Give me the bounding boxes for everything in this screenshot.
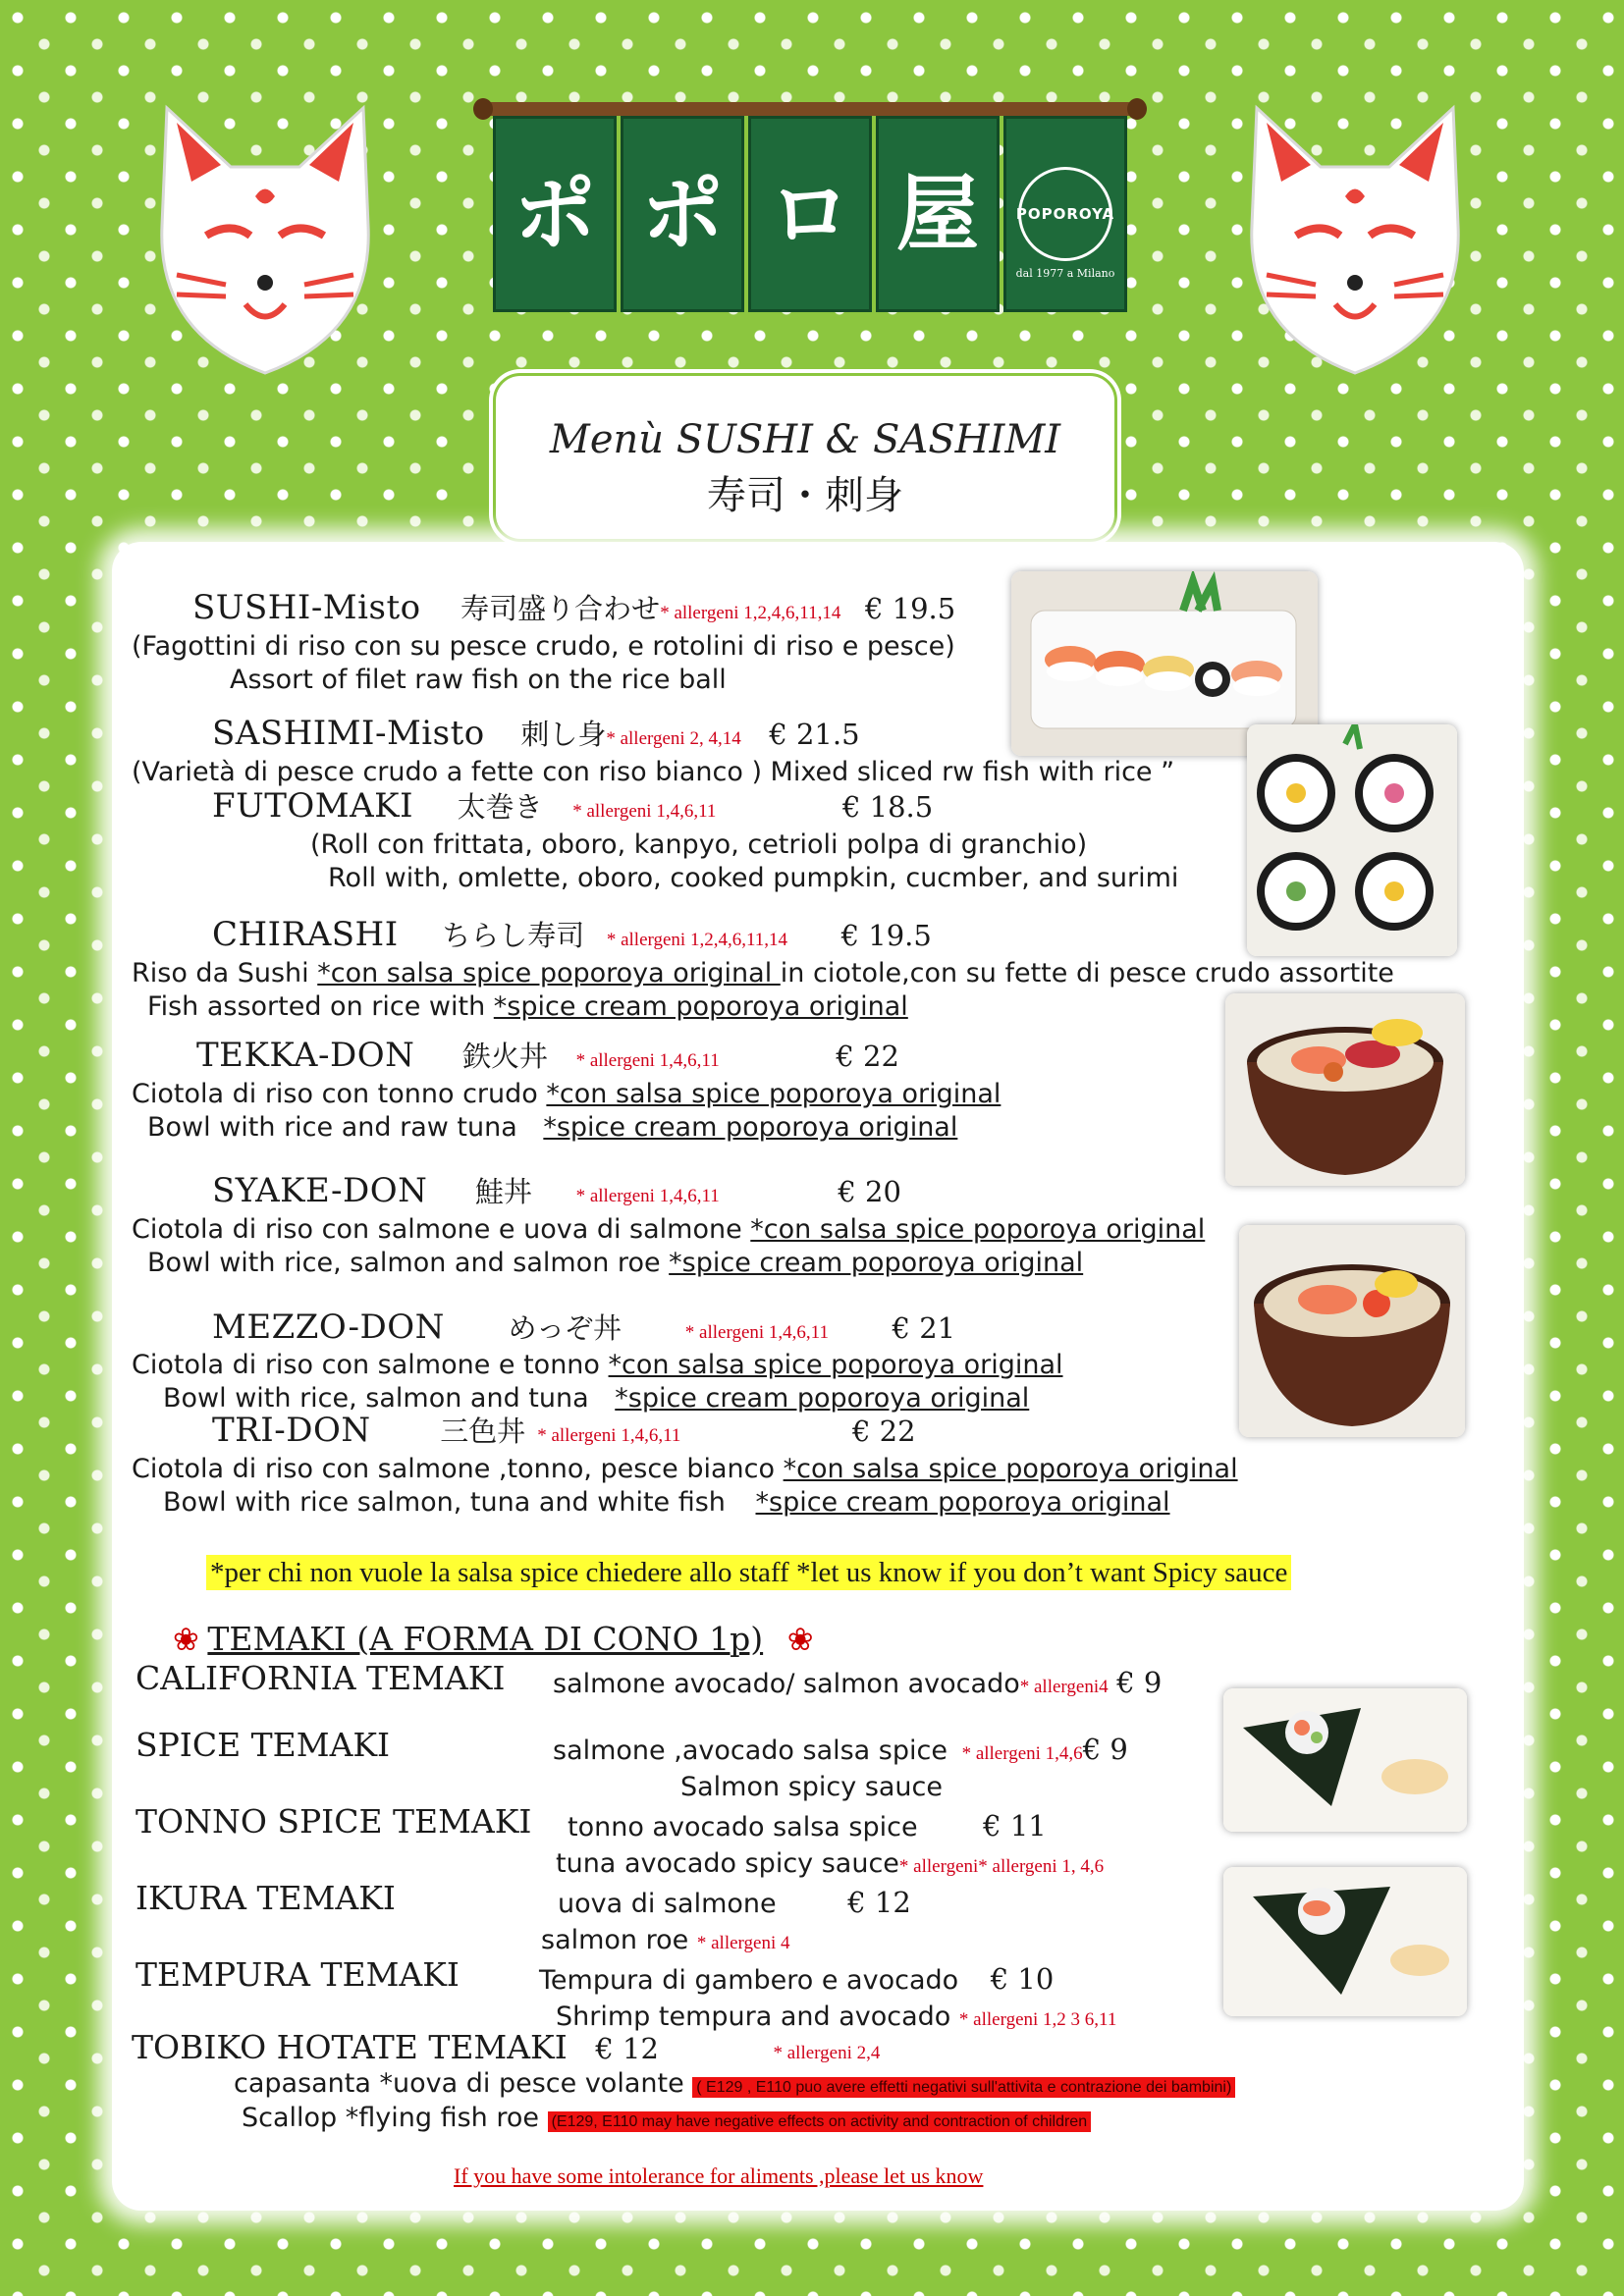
temaki-item-tobiko-hotate: TOBIKO HOTATE TEMAKI € 12 * allergeni 2,4 <box>132 2028 881 2066</box>
item-desc-en: Salmon spicy sauce <box>680 1772 943 1802</box>
futomaki-photo <box>1247 724 1457 956</box>
item-desc-en: Roll with, omlette, oboro, cooked pumpkin, cucmber, and surimi <box>328 863 1179 893</box>
salmon-temaki-photo <box>1223 1867 1467 2016</box>
noren-panel <box>621 116 744 312</box>
temaki-item-tonno-spice: tonno avocado salsa spice € 11 <box>568 1809 1047 1842</box>
menu-title-box <box>493 373 1117 542</box>
mezzo-don-photo <box>1239 1225 1465 1437</box>
temaki-item-name: TONNO SPICE TEMAKI <box>135 1802 532 1841</box>
price: € 22 <box>836 1040 899 1073</box>
item-desc-it: (Varietà di pesce crudo a fette con riso bianco ) Mixed sliced rw fish with rice ” <box>132 757 1175 787</box>
menu-item-sushi-misto: SUSHI-Misto 寿司盛り合わせ* allergeni 1,2,4,6,11,14 € 19.5 <box>192 588 956 627</box>
noren-logo-panel <box>1003 116 1127 312</box>
menu-item-tekka-don: TEKKA-DON 鉄火丼 * allergeni 1,4,6,11 € 22 <box>196 1036 899 1075</box>
allergen-label: * allergeni 1,4,6,11 <box>575 1186 720 1206</box>
allergen-label: * allergeni 1,4,6,11 <box>537 1425 681 1446</box>
temaki-item-name: IKURA TEMAKI <box>135 1879 396 1917</box>
item-desc-en: Bowl with rice, salmon and tuna *spice cream poporoya original <box>163 1383 1030 1414</box>
noren-char: ロ <box>768 166 851 262</box>
item-desc-it: capasanta *uova di pesce volante ( E129 , E110 puo avere effetti negativi sull'attivita e contrazione dei bambini) <box>234 2068 1235 2104</box>
price: € 21.5 <box>769 718 860 751</box>
tekka-don-photo <box>1225 993 1465 1186</box>
temaki-item-name: TEMPURA TEMAKI <box>135 1955 460 1994</box>
curtain-rod <box>481 102 1135 116</box>
curtain-rod-end <box>473 98 493 120</box>
price: € 10 <box>990 1962 1055 1996</box>
price: € 18.5 <box>841 790 934 824</box>
price: € 11 <box>983 1809 1047 1842</box>
noren-char: ポ <box>513 166 596 262</box>
item-desc-en: Bowl with rice salmon, tuna and white fish *spice cream poporoya original <box>163 1487 1170 1518</box>
menu-item-mezzo-don: MEZZO-DON めっぞ丼 * allergeni 1,4,6,11 € 21 <box>212 1308 956 1347</box>
additive-warning-en: (E129, E110 may have negative effects on activity and contraction of children <box>548 2111 1092 2132</box>
allergen-label: * allergeni 1,2,4,6,11,14 <box>660 603 841 623</box>
item-desc-it: Ciotola di riso con salmone ,tonno, pesce bianco *con salsa spice poporoya original <box>132 1454 1238 1484</box>
price: € 20 <box>838 1175 901 1208</box>
kitsune-mask-left-icon <box>137 88 393 383</box>
item-desc-en: Bowl with rice, salmon and salmon roe *spice cream poporoya original <box>147 1248 1084 1278</box>
menu-item-sashimi-misto: SASHIMI-Misto 刺し身* allergeni 2, 4,14 € 21.5 <box>212 714 860 753</box>
noren-panel <box>493 116 617 312</box>
menu-title: Menù SUSHI & SASHIMI <box>549 417 1061 462</box>
temaki-item-california: salmone avocado/ salmon avocado* allergeni4 € 9 <box>553 1666 1163 1699</box>
menu-item-futomaki: FUTOMAKI 太巻き * allergeni 1,4,6,11 € 18.5 <box>212 786 934 826</box>
item-desc-it: (Roll con frittata, oboro, kanpyo, cetrioli polpa di granchio) <box>310 829 1088 860</box>
price: € 9 <box>1116 1666 1163 1699</box>
menu-title-jp: 寿司・刺身 <box>707 473 903 518</box>
price: € 19.5 <box>840 919 932 952</box>
price: € 12 <box>847 1886 911 1919</box>
price: € 9 <box>1082 1733 1128 1766</box>
allergen-label: * allergeni 1,4,6 <box>961 1743 1083 1764</box>
item-desc-en: Assort of filet raw fish on the rice ball <box>230 665 727 695</box>
curtain-rod-end <box>1127 98 1147 120</box>
allergen-label: * allergeni 4 <box>696 1933 790 1953</box>
temaki-item-name: CALIFORNIA TEMAKI <box>135 1659 506 1697</box>
allergen-label: * allergeni 1,4,6,11 <box>684 1322 829 1343</box>
item-desc-en: salmon roe * allergeni 4 <box>541 1925 790 1955</box>
item-desc-en: Fish assorted on rice with *spice cream poporoya original <box>147 991 908 1022</box>
allergen-label: * allergeni* allergeni 1, 4,6 <box>898 1856 1105 1877</box>
item-desc-it: Ciotola di riso con salmone e tonno *con salsa spice poporoya original <box>132 1350 1063 1380</box>
intolerance-note: If you have some intolerance for aliments ,please let us know <box>454 2163 984 2188</box>
menu-item-chirashi: CHIRASHI ちらし寿司 * allergeni 1,2,4,6,11,14 € 19.5 <box>212 915 932 954</box>
price: € 12 <box>595 2032 659 2065</box>
kitsune-mask-right-icon <box>1227 88 1483 383</box>
temaki-heading-text: TEMAKI (A FORMA DI CONO 1p) <box>207 1620 764 1658</box>
price: € 19.5 <box>864 592 956 625</box>
allergen-label: * allergeni 1,4,6,11 <box>575 1050 720 1071</box>
item-desc-en: Scallop *flying fish roe (E129, E110 may have negative effects on activity and contraction of children <box>242 2103 1091 2138</box>
temaki-item-ikura: uova di salmone € 12 <box>558 1886 911 1919</box>
menu-item-syake-don: SYAKE-DON 鮭丼 * allergeni 1,4,6,11 € 20 <box>212 1171 901 1210</box>
item-desc-it: Ciotola di riso con tonno crudo *con salsa spice poporoya original <box>132 1079 1001 1109</box>
spicy-sauce-note: *per chi non vuole la salsa spice chiedere allo staff *let us know if you don’t want Spicy sauce <box>206 1557 1291 1589</box>
additive-warning-it: ( E129 , E110 puo avere effetti negativi sull'attivita e contrazione dei bambini) <box>692 2077 1235 2098</box>
item-desc-it: (Fagottini di riso con su pesce crudo, e rotolini di riso e pesce) <box>132 631 955 662</box>
item-desc-it: Riso da Sushi *con salsa spice poporoya original in ciotole,con su fette di pesce crudo assortite <box>132 958 1394 988</box>
allergen-label: * allergeni4 <box>1019 1677 1109 1697</box>
poporoya-logo: POPOROYA <box>1018 167 1112 261</box>
noren-panel <box>876 116 1000 312</box>
item-desc-it: Ciotola di riso con salmone e uova di salmone *con salsa spice poporoya original <box>132 1214 1206 1245</box>
menu-item-tri-don: TRI-DON 三色丼 * allergeni 1,4,6,11 € 22 <box>212 1411 916 1450</box>
flower-icon: ❀ <box>173 1621 199 1658</box>
allergen-label: * allergeni 1,4,6,11 <box>572 801 717 822</box>
price: € 21 <box>892 1311 956 1345</box>
temaki-item-spice: salmone ,avocado salsa spice * allergeni 1,4,6€ 9 <box>553 1733 1128 1766</box>
allergen-label: * allergeni 2,4 <box>773 2043 881 2063</box>
allergen-label: * allergeni 1,2,4,6,11,14 <box>606 930 787 950</box>
temaki-item-tempura: Tempura di gambero e avocado € 10 <box>539 1962 1055 1996</box>
item-desc-en: Bowl with rice and raw tuna *spice cream poporoya original <box>147 1112 958 1143</box>
allergen-label: * allergeni 2, 4,14 <box>606 728 741 749</box>
noren-char: ポ <box>640 166 724 262</box>
logo-subtitle: dal 1977 a Milano <box>1015 267 1115 280</box>
temaki-heading <box>173 1620 814 1658</box>
allergen-label: * allergeni 1,2 3 6,11 <box>958 2009 1117 2030</box>
noren-char: 屋 <box>895 166 979 262</box>
noren-panel <box>748 116 872 312</box>
price: € 22 <box>851 1415 916 1448</box>
item-desc-en: tuna avocado spicy sauce* allergeni* allergeni 1, 4,6 <box>556 1848 1105 1879</box>
temaki-item-name: SPICE TEMAKI <box>135 1726 391 1764</box>
california-temaki-photo <box>1223 1688 1467 1832</box>
item-desc-en: Shrimp tempura and avocado * allergeni 1,2 3 6,11 <box>556 2002 1117 2032</box>
flower-icon: ❀ <box>786 1621 814 1658</box>
